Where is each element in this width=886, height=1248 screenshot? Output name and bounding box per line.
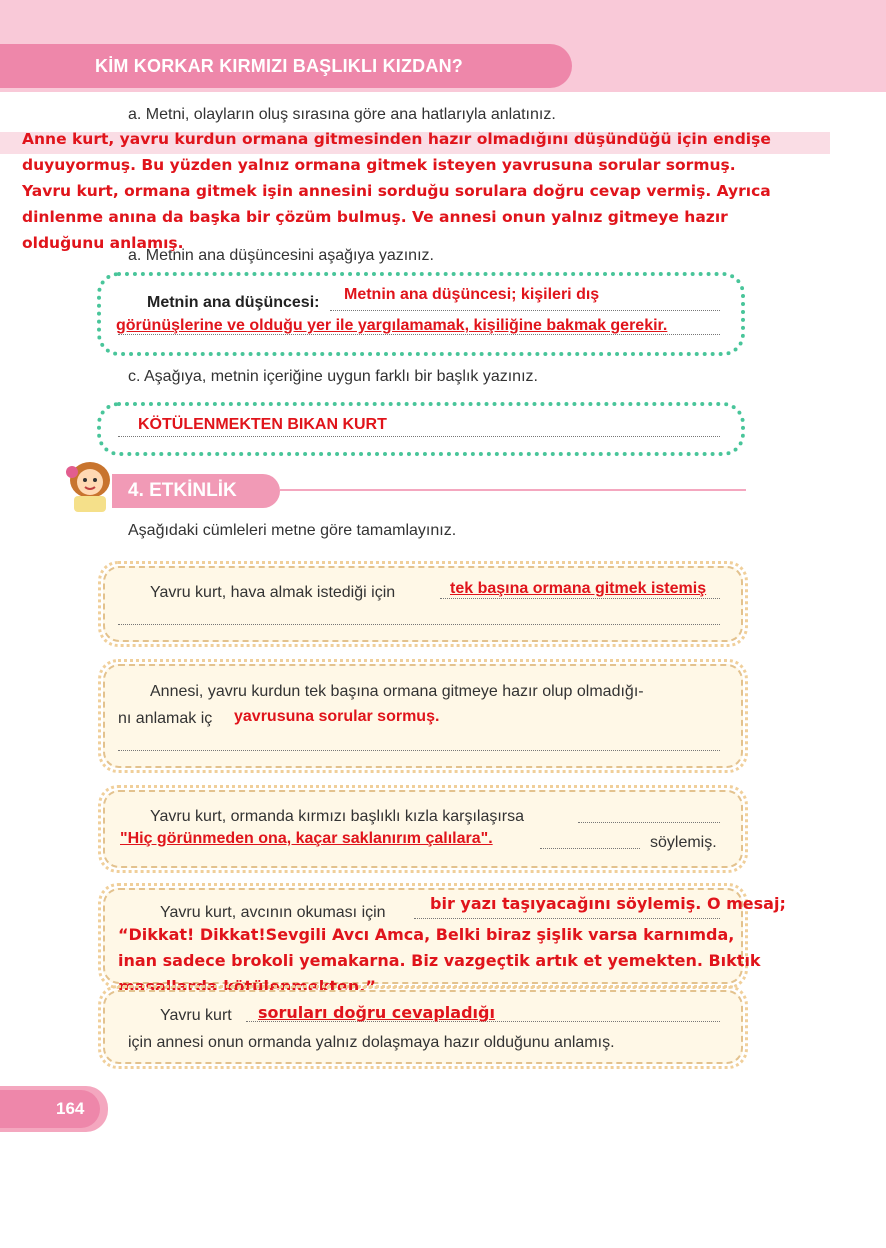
dotted-line (540, 848, 640, 849)
dotted-line (118, 750, 720, 751)
page-title: KİM KORKAR KIRMIZI BAŞLIKLI KIZDAN? (95, 56, 463, 76)
question-a: a. Metni, olayların oluş sırasına göre ana hatlarıyla anlatınız. (128, 106, 556, 123)
main-idea-answer-2: görünüşlerine ve olduğu yer ile yargılamamak, kişiliğine bakmak gerekir. (116, 317, 668, 334)
dotted-line (414, 918, 720, 919)
dotted-line (330, 310, 720, 311)
item3-answer: "Hiç görünmeden ona, kaçar saklanırım çalılara". (120, 830, 493, 847)
answer-a-line: dinlenme anına da başka bir çözüm bulmuş. Ve annesi onun yalnız gitmeye hazır (22, 208, 728, 226)
answer-a-line: Anne kurt, yavru kurdun ormana gitmesinden hazır olmadığını düşündüğü için endişe (22, 130, 771, 148)
item5-line2: için annesi onun ormanda yalnız dolaşmaya hazır olduğunu anlamış. (128, 1034, 615, 1051)
answer-a-line: olduğunu anlamış. (22, 234, 184, 252)
activity-card (103, 990, 743, 1064)
main-idea-answer-1: Metnin ana düşüncesi; kişileri dış (344, 286, 600, 303)
item4-answer: bir yazı taşıyacağını söylemiş. O mesaj; (430, 894, 786, 913)
page-number-tab-inner (0, 1090, 100, 1128)
title-answer: KÖTÜLENMEKTEN BIKAN KURT (138, 416, 387, 433)
dotted-line (578, 822, 720, 823)
item1-answer: tek başına ormana gitmek istemiş (450, 580, 707, 597)
item1-prompt: Yavru kurt, hava almak istediği için (150, 584, 396, 601)
item4-extra-line: “Dikkat! Dikkat!Sevgili Avcı Amca, Belki biraz şişlik varsa karnımda, (118, 925, 735, 944)
item2-prompt-2: nı anlamak iç (118, 710, 213, 727)
activity-title: 4. ETKİNLİK (128, 480, 237, 501)
activity-card (103, 566, 743, 642)
item5-answer: soruları doğru cevapladığı (258, 1003, 495, 1022)
main-idea-box (97, 272, 745, 356)
question-c: c. Aşağıya, metnin içeriğine uygun farklı bir başlık yazınız. (128, 368, 538, 385)
dotted-line (440, 598, 720, 599)
item2-answer: yavrusuna sorular sormuş. (234, 708, 440, 725)
answer-a (22, 126, 852, 256)
dotted-line (118, 436, 720, 437)
item5-prompt: Yavru kurt (160, 1007, 232, 1024)
activity-instruction: Aşağıdaki cümleleri metne göre tamamlayınız. (128, 522, 457, 539)
item4-extra-line: inan sadece brokoli yemakarna. Biz vazgeçtik artık et yemekten. Bıktık (118, 951, 761, 970)
answer-a-line: Yavru kurt, ormana gitmek işin annesini sorduğu sorulara doğru cevap vermiş. Ayrıca (22, 182, 771, 200)
activity-divider (280, 489, 746, 491)
item3-prompt: Yavru kurt, ormanda kırmızı başlıklı kızla karşılaşırsa (150, 808, 525, 825)
item4-prompt: Yavru kurt, avcının okuması için (160, 904, 386, 921)
item2-prompt-1: Annesi, yavru kurdun tek başına ormana gitmeye hazır olup olmadığı- (150, 683, 644, 700)
page-number: 164 (56, 1099, 85, 1118)
question-b: a. Metnin ana düşüncesini aşağıya yazınız. (128, 247, 434, 264)
dotted-line (118, 624, 720, 625)
activity-card (103, 790, 743, 868)
answer-a-line: duyuyormuş. Bu yüzden yalnız ormana gitmek isteyen yavrusuna sorular sormuş. (22, 156, 736, 174)
main-idea-label: Metnin ana düşüncesi: (147, 294, 320, 311)
item3-suffix: söylemiş. (650, 834, 717, 851)
girl-mascot-icon (60, 458, 120, 514)
